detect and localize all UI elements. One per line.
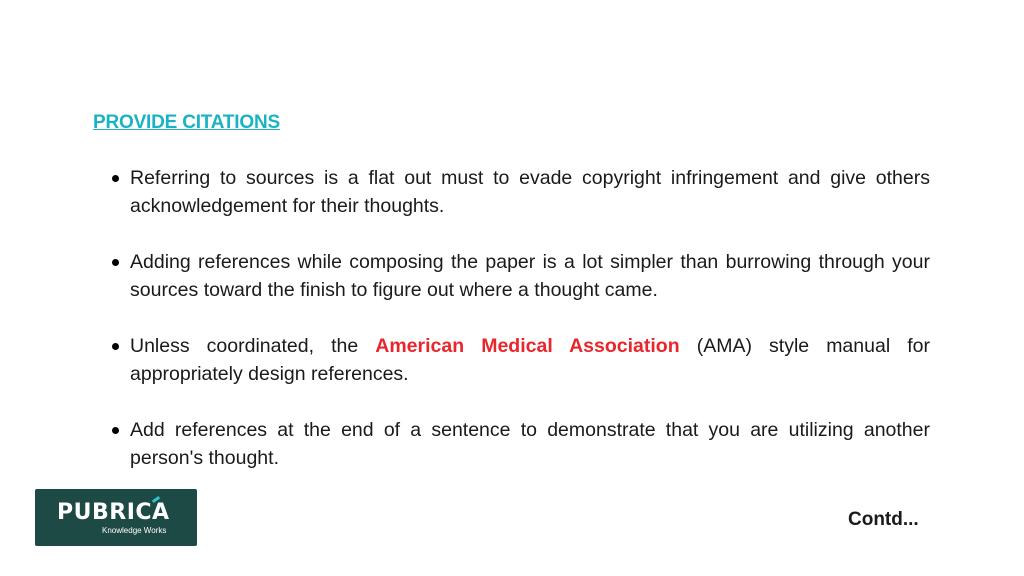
logo-name: PUBRICA (57, 500, 170, 525)
bullet-text: Adding references while composing the paper is a lot simpler than burrowing through your sources toward the finish to figure out where a thought came. (130, 251, 930, 301)
bullet-text: Referring to sources is a flat out must to evade copyright infringement and give others acknowledgement for their thoughts. (130, 167, 930, 217)
bullet-text: Add references at the end of a sentence to demonstrate that you are utilizing another person's thought. (130, 419, 930, 469)
bullet-text-before: Unless coordinated, the (130, 335, 376, 357)
contd-label: Contd... (848, 509, 919, 530)
bullet-text-after: (AMA) style manual for appropriately design references. (130, 335, 930, 385)
bullet-dot-icon (112, 427, 119, 434)
pubrica-logo (35, 489, 197, 546)
bullet-list (112, 164, 930, 500)
bullet-item (112, 416, 930, 472)
bullet-dot-icon (112, 175, 119, 182)
bullet-item (112, 248, 930, 304)
bullet-item (112, 332, 930, 388)
section-heading[interactable]: PROVIDE CITATIONS (93, 112, 280, 133)
bullet-dot-icon (112, 259, 119, 266)
ama-highlight: American Medical Association (375, 335, 680, 357)
bullet-dot-icon (112, 343, 119, 350)
logo-tagline: Knowledge Works (102, 526, 167, 535)
bullet-item (112, 164, 930, 220)
